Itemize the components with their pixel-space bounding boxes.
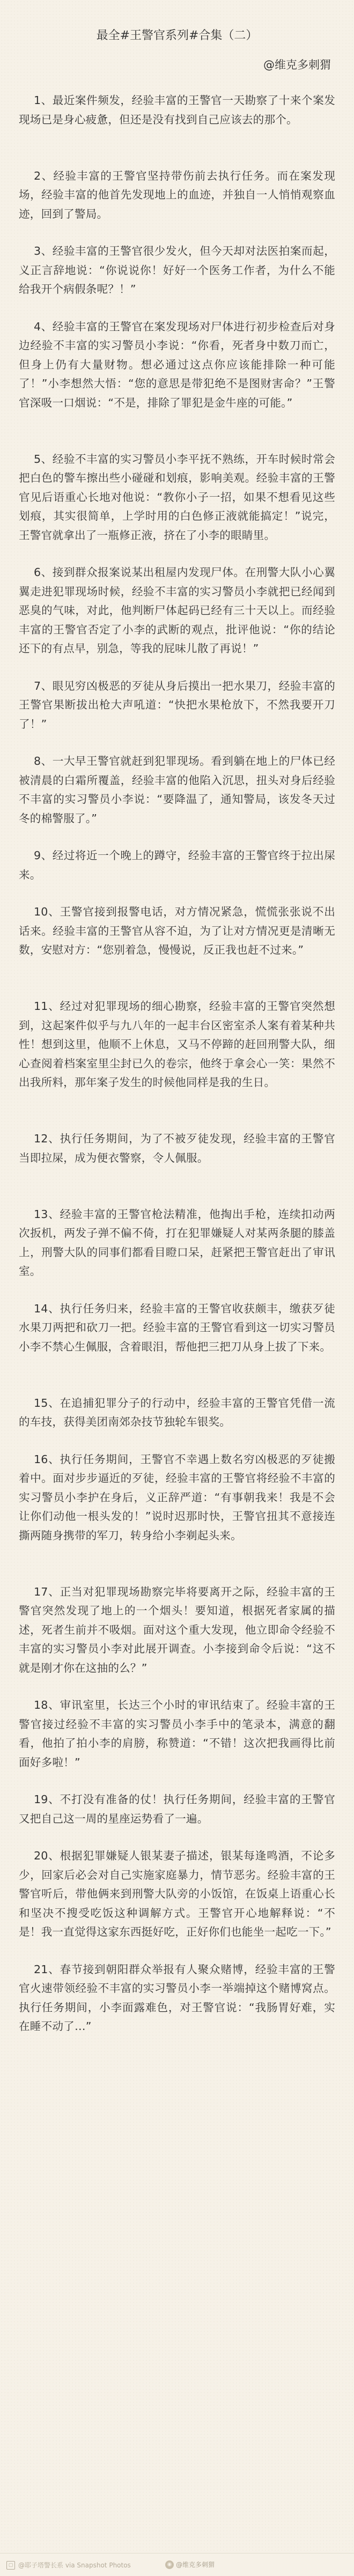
paragraph: 1、最近案件频发，经验丰富的王警官一天勘察了十来个案发现场已是身心疲惫，但还是没有找到自己应该去的那个。 [19, 94, 335, 126]
paragraph: 18、审讯室里，长达三个小时的审讯结束了。经验丰富的王警官接过经验不丰富的实习警员小李手中的笔录本，满意的翻看，他拍了拍小李的肩膀，称赞道：“不错！这次把我画得比前面好多啦！” [19, 1699, 335, 1769]
paragraph: 17、正当对犯罪现场勘察完毕将要离开之际，经验丰富的王警官突然发现了地上的一个烟头！要知道，根据死者家属的描述，死者生前并不吸烟。面对这个重大发现，他立即命令经验不丰富的实习警员小李对此展开调查。小李接到命令后说：“这不就是刚才你在这抽的么？” [19, 1585, 335, 1674]
author-handle[interactable]: @维克多刺猬 [263, 58, 331, 71]
watermark-left-text: @耶子塔警长系 via Snapshot Photos [18, 2562, 131, 2569]
image-footer [0, 2553, 354, 2576]
watermark-left [6, 2560, 131, 2570]
paragraph: 14、执行任务归来，经验丰富的王警官收获颇丰，缴获歹徒水果刀两把和砍刀一把。经验丰富的王警官看到这一切实习警员小李不禁心生佩服，含着眼泪，帮他把三把刀从身上拔了下来。 [19, 1302, 335, 1353]
paragraph: 20、根据犯罪嫌疑人银某妻子描述，银某每逢鸣酒，不论多少，回家后必会对自己实施家庭暴力，情节恶劣。经验丰富的王警官听后，带他俩来到刑警大队旁的小饭馆，在饭桌上语重心长和坚决不搜受吃饭这种调解方式。王警官开心地解释说：“不是！我一直觉得这家东西挺好吃，正好你们也能坐一起吃一下。” [19, 1849, 335, 1938]
weibo-logo-icon: ◉ [165, 2560, 174, 2569]
paragraph: 11、经过对犯罪现场的细心勘察，经验丰富的王警官突然想到，这起案件似乎与九八年的一起丰台区密室杀人案有着某种共性！想到这里，他顺不上休息，又马不停蹄的赶回刑警大队，细心查阅着档案室里尘封已久的卷宗，他终于拿会心一笑：果然不出我所料，那年案子发生的时候他同样是我的生日。 [19, 1000, 335, 1089]
paragraph-list [19, 91, 335, 2036]
watermark-right [165, 2560, 215, 2569]
paragraph: 10、王警官接到报警电话，对方情况紧急，慌慌张张说不出话来。经验丰富的王警官从容不迫，为了让对方情况更是清晰无数，安慰对方：“您别着急，慢慢说，反正我也赶不过来。” [19, 905, 335, 956]
paragraph: 21、春节接到朝阳群众举报有人聚众赌博，经验丰富的王警官火速带领经验不丰富的实习警员小李一举端掉这个赌博窝点。执行任务期间，小李面露难色，对王警官说：“我肠胃好难，实在睡不动了…” [19, 1962, 335, 2033]
paragraph: 15、在追捕犯罪分子的行动中，经验丰富的王警官凭借一流的车技，获得美团南郊杂技节独轮车银奖。 [19, 1396, 335, 1428]
paragraph: 16、执行任务期间，王警官不幸遇上数名穷凶极恶的歹徒搬着中。面对步步逼近的歹徒，经验丰富的王警官将经验不丰富的实习警员小李护在身后，义正辞严道：“有事朝我来！我是不会让你们动他一根头发的！”说时迟那时快，王警官扭其不意接连撕两随身携带的军刀，转身给小李剃起头来。 [19, 1452, 335, 1542]
watermark-right-text: @维克多刺猬 [175, 2561, 215, 2568]
paragraph: 7、眼见穷凶极恶的歹徒从身后摸出一把水果刀，经验丰富的王警官果断拔出枪大声吼道：“快把水果枪放下，不然我要开刀了！” [19, 679, 335, 730]
paragraph: 9、经过将近一个晚上的蹲守，经验丰富的王警官终于拉出屎来。 [19, 849, 335, 881]
paragraph: 8、一大早王警官就赶到犯罪现场。看到躺在地上的尸体已经被清晨的白霜所覆盖，经验丰富的他陷入沉思，扭头对身后经验不丰富的实习警员小李说：“要降温了，通知警局，该发冬天过冬的棉警服了。” [19, 755, 335, 825]
paragraph: 19、不打没有准备的仗！执行任务期间，经验丰富的王警官又把自己这一周的星座运势看了一遍。 [19, 1793, 335, 1825]
paragraph: 13、经验丰富的王警官枪法精准，他掏出手枪，连续扣动两次扳机，两发子弹不偏不倚，打在犯罪嫌疑人对某两条腿的膝盖上，刑警大队的同事们都看目瞪口呆，赶紧把王警官赶出了审讯室。 [19, 1207, 335, 1278]
paragraph: 12、执行任务期间，为了不被歹徒发现，经验丰富的王警官当即拉屎，成为便衣警察，令人佩服。 [19, 1132, 335, 1164]
paragraph: 6、接到群众报案说某出租屋内发现尸体。在刑警大队小心翼翼走进犯罪现场时候，经验不丰富的实习警员小李就把已经闻到恶臭的气味，对此，他判断尸体起码已经有三十天以上。而经验丰富的王警官否定了小李的武断的观点，批评他说：“你的结论还下的有点早，别急，等我的屁味儿散了再说！” [19, 566, 335, 655]
paragraph: 5、经验不丰富的实习警员小李平抚不熟练，开车时候时常会把白色的警车擦出些小碰碰和划痕，影响美观。经验丰富的王警官见后语重心长地对他说：“教你小子一招，如果不想看见这些划痕，其实很简单，上学时用的白色修正液就能搞定！”说完，王警官就拿出了一瓶修正液，挤在了小李的眼睛里。 [19, 452, 335, 542]
paragraph: 2、经验丰富的王警官坚持带伤前去执行任务。而在案发现场，经验丰富的他首先发现地上的血迹，并独自一人悄悄观察血迹，回到了警局。 [19, 169, 335, 220]
app-logo-icon: ▢ [6, 2561, 15, 2570]
paragraph: 4、经验丰富的王警官在案发现场对尸体进行初步检查后对身边经验不丰富的实习警员小李说：“你看，死者身中数刀而亡，但身上仍有大量财物。想必通过这点你应该能排除一种可能了！”小李想然大悟：“您的意思是带犯绝不是图财害命？”王警官深吸一口烟说：“不是，排除了罪犯是金牛座的可能。” [19, 320, 335, 409]
paragraph: 3、经验丰富的王警官很少发火，但今天却对法医拍案而起，义正言辞地说：“你说说你！好好一个医务工作者，为什么不能给我开个病假条呢？！” [19, 245, 335, 296]
document-title: 最全#王警官系列#合集（二） [96, 29, 258, 42]
